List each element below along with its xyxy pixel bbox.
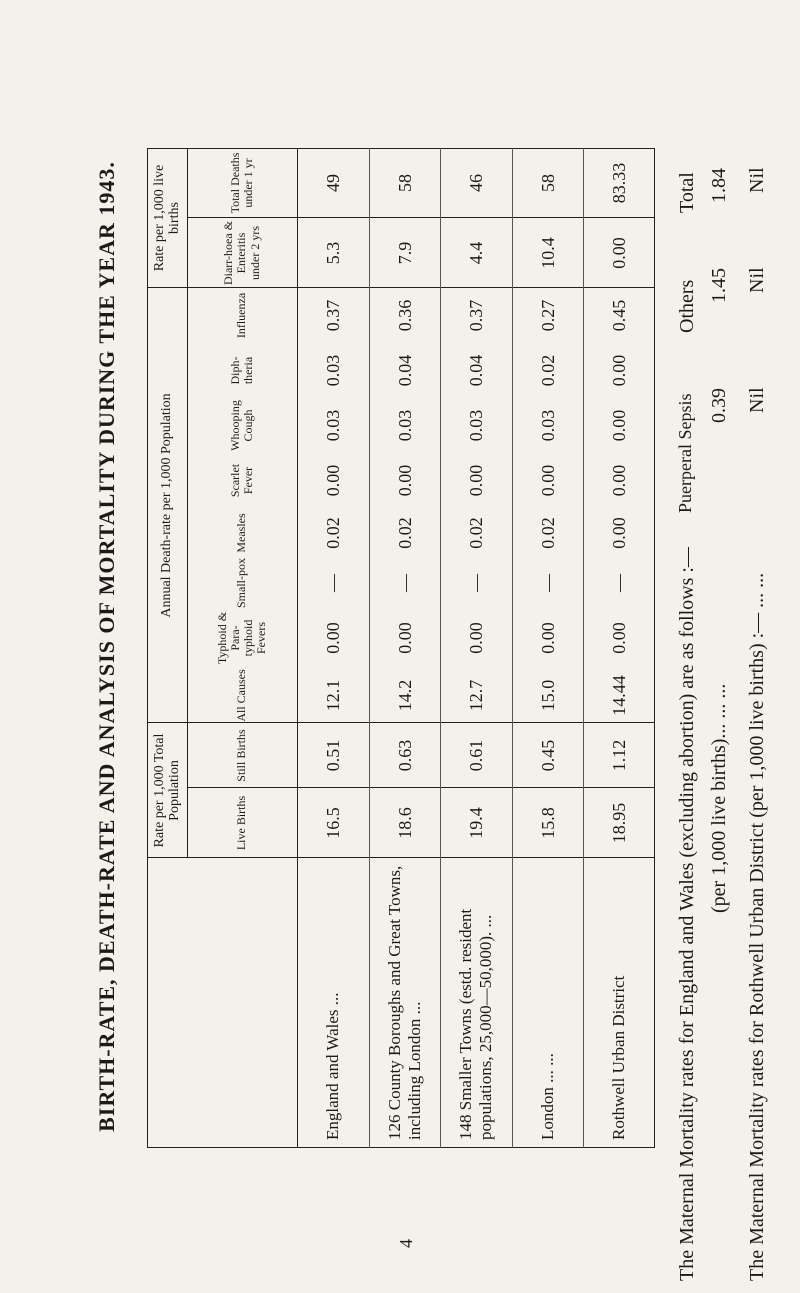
- cell-still: 0.63: [394, 739, 415, 772]
- cell-diphtheria: 0.00: [608, 354, 629, 387]
- maternal-col-others: Others: [676, 279, 698, 333]
- cell-typhoid: 0.00: [322, 622, 343, 654]
- cell-whooping: 0.03: [465, 409, 486, 442]
- header-diphtheria: Diph-theria: [227, 356, 255, 385]
- header-measles: Measles: [234, 513, 249, 553]
- row-label: 148 Smaller Towns (estd. resident populations, 25,000—50,000). ...: [456, 908, 495, 1140]
- cell-measles: 0.02: [537, 517, 558, 549]
- data-grid: [147, 148, 655, 1148]
- cell-still: 0.61: [465, 739, 486, 772]
- header-whooping: Whooping Cough: [227, 400, 255, 451]
- cell-deaths: 83.33: [608, 162, 629, 204]
- cell-influenza: 0.37: [465, 299, 486, 332]
- cell-diarrhoea: 7.9: [394, 241, 415, 265]
- cell-scarlet: 0.00: [322, 464, 343, 497]
- header-still: Still Births: [234, 729, 249, 782]
- cell-diphtheria: 0.04: [465, 354, 486, 387]
- header-rate-live-births: Rate per 1,000 live births: [151, 164, 182, 272]
- cell-measles: 0.02: [322, 517, 343, 549]
- cell-still: 0.45: [537, 739, 558, 772]
- maternal-line-2: (per 1,000 live births)... ... ...: [708, 683, 730, 913]
- cell-all: 15.0: [537, 679, 558, 712]
- cell-influenza: 0.27: [537, 299, 558, 332]
- cell-still: 1.12: [608, 739, 629, 772]
- maternal-col-puerperal-2: Puerperal Sepsis: [675, 393, 695, 513]
- cell-typhoid: 0.00: [394, 622, 415, 654]
- cell-whooping: 0.03: [537, 409, 558, 442]
- cell-live: 16.5: [322, 807, 343, 839]
- header-typhoid: Typhoid & Para-typhoid Fevers: [214, 611, 269, 665]
- header-diarrhoea: Diarr-hoea & Enteritis under 2 yrs: [221, 220, 262, 286]
- cell-all: 14.44: [608, 675, 629, 716]
- maternal-rothwell-puerperal: Nil: [746, 387, 768, 413]
- row-label: Rothwell Urban District: [609, 975, 629, 1140]
- maternal-col-total: Total: [676, 172, 698, 213]
- cell-live: 15.8: [537, 807, 558, 839]
- maternal-line-1: The Maternal Mortality rates for England and Wales (excluding abortion) are as follows :—: [676, 547, 698, 1281]
- cell-influenza: 0.45: [608, 299, 629, 332]
- row-label: England and Wales ...: [323, 992, 343, 1140]
- cell-still: 0.51: [322, 739, 343, 772]
- cell-diarrhoea: 0.00: [608, 237, 629, 269]
- maternal-rothwell-total: Nil: [746, 167, 768, 193]
- cell-diarrhoea: 4.4: [465, 241, 486, 265]
- header-all: All Causes: [234, 669, 249, 722]
- cell-all: 12.7: [465, 679, 486, 712]
- maternal-ew-others: 1.45: [708, 268, 730, 303]
- page-number: 4: [396, 1239, 416, 1248]
- header-smallpox: Small-pox: [234, 558, 249, 608]
- header-rate-total-pop: Rate per 1,000 Total Population: [151, 733, 182, 848]
- cell-scarlet: 0.00: [465, 464, 486, 497]
- cell-deaths: 46: [465, 174, 486, 192]
- cell-deaths: 49: [322, 174, 343, 192]
- cell-smallpox: —: [608, 574, 629, 592]
- header-scarlet: Scarlet Fever: [227, 463, 255, 498]
- cell-smallpox: —: [394, 574, 415, 592]
- cell-measles: 0.00: [608, 517, 629, 549]
- cell-diphtheria: 0.02: [537, 354, 558, 387]
- cell-smallpox: —: [537, 574, 558, 592]
- cell-diarrhoea: 5.3: [322, 241, 343, 265]
- header-annual-death-rate: Annual Death-rate per 1,000 Population: [159, 393, 175, 618]
- cell-all: 12.1: [322, 679, 343, 712]
- header-live: Live Births: [234, 795, 249, 851]
- cell-scarlet: 0.00: [394, 464, 415, 497]
- cell-whooping: 0.03: [322, 409, 343, 442]
- page-title: BIRTH-RATE, DEATH-RATE AND ANALYSIS OF MORTALITY DURING THE YEAR 1943.: [94, 161, 119, 1132]
- row-label: 126 County Boroughs and Great Towns, including London ...: [385, 865, 424, 1140]
- cell-whooping: 0.00: [608, 409, 629, 442]
- cell-smallpox: —: [465, 574, 486, 592]
- cell-all: 14.2: [394, 679, 415, 712]
- header-deaths: Total Deaths under 1 yr: [227, 152, 255, 214]
- cell-influenza: 0.36: [394, 299, 415, 332]
- cell-influenza: 0.37: [322, 299, 343, 332]
- cell-deaths: 58: [537, 174, 558, 192]
- cell-live: 18.95: [608, 802, 629, 844]
- cell-smallpox: —: [322, 574, 343, 592]
- maternal-line-3: The Maternal Mortality rates for Rothwell Urban District (per 1,000 live births) :— ... ...: [746, 572, 768, 1281]
- row-label: London ... ...: [538, 1053, 558, 1140]
- cell-scarlet: 0.00: [608, 464, 629, 497]
- maternal-ew-total: 1.84: [708, 168, 730, 203]
- cell-live: 19.4: [465, 807, 486, 839]
- maternal-ew-puerperal: 0.39: [708, 388, 730, 423]
- cell-diphtheria: 0.03: [322, 354, 343, 387]
- cell-diphtheria: 0.04: [394, 354, 415, 387]
- cell-scarlet: 0.00: [537, 464, 558, 497]
- cell-diarrhoea: 10.4: [537, 237, 558, 269]
- cell-measles: 0.02: [394, 517, 415, 549]
- header-influenza: Influenza: [234, 292, 249, 339]
- cell-deaths: 58: [394, 174, 415, 192]
- cell-typhoid: 0.00: [537, 622, 558, 654]
- cell-typhoid: 0.00: [465, 622, 486, 654]
- cell-live: 18.6: [394, 807, 415, 839]
- cell-whooping: 0.03: [394, 409, 415, 442]
- cell-typhoid: 0.00: [608, 622, 629, 654]
- maternal-rothwell-others: Nil: [746, 267, 768, 293]
- maternal-block: [668, 0, 800, 1293]
- cell-measles: 0.02: [465, 517, 486, 549]
